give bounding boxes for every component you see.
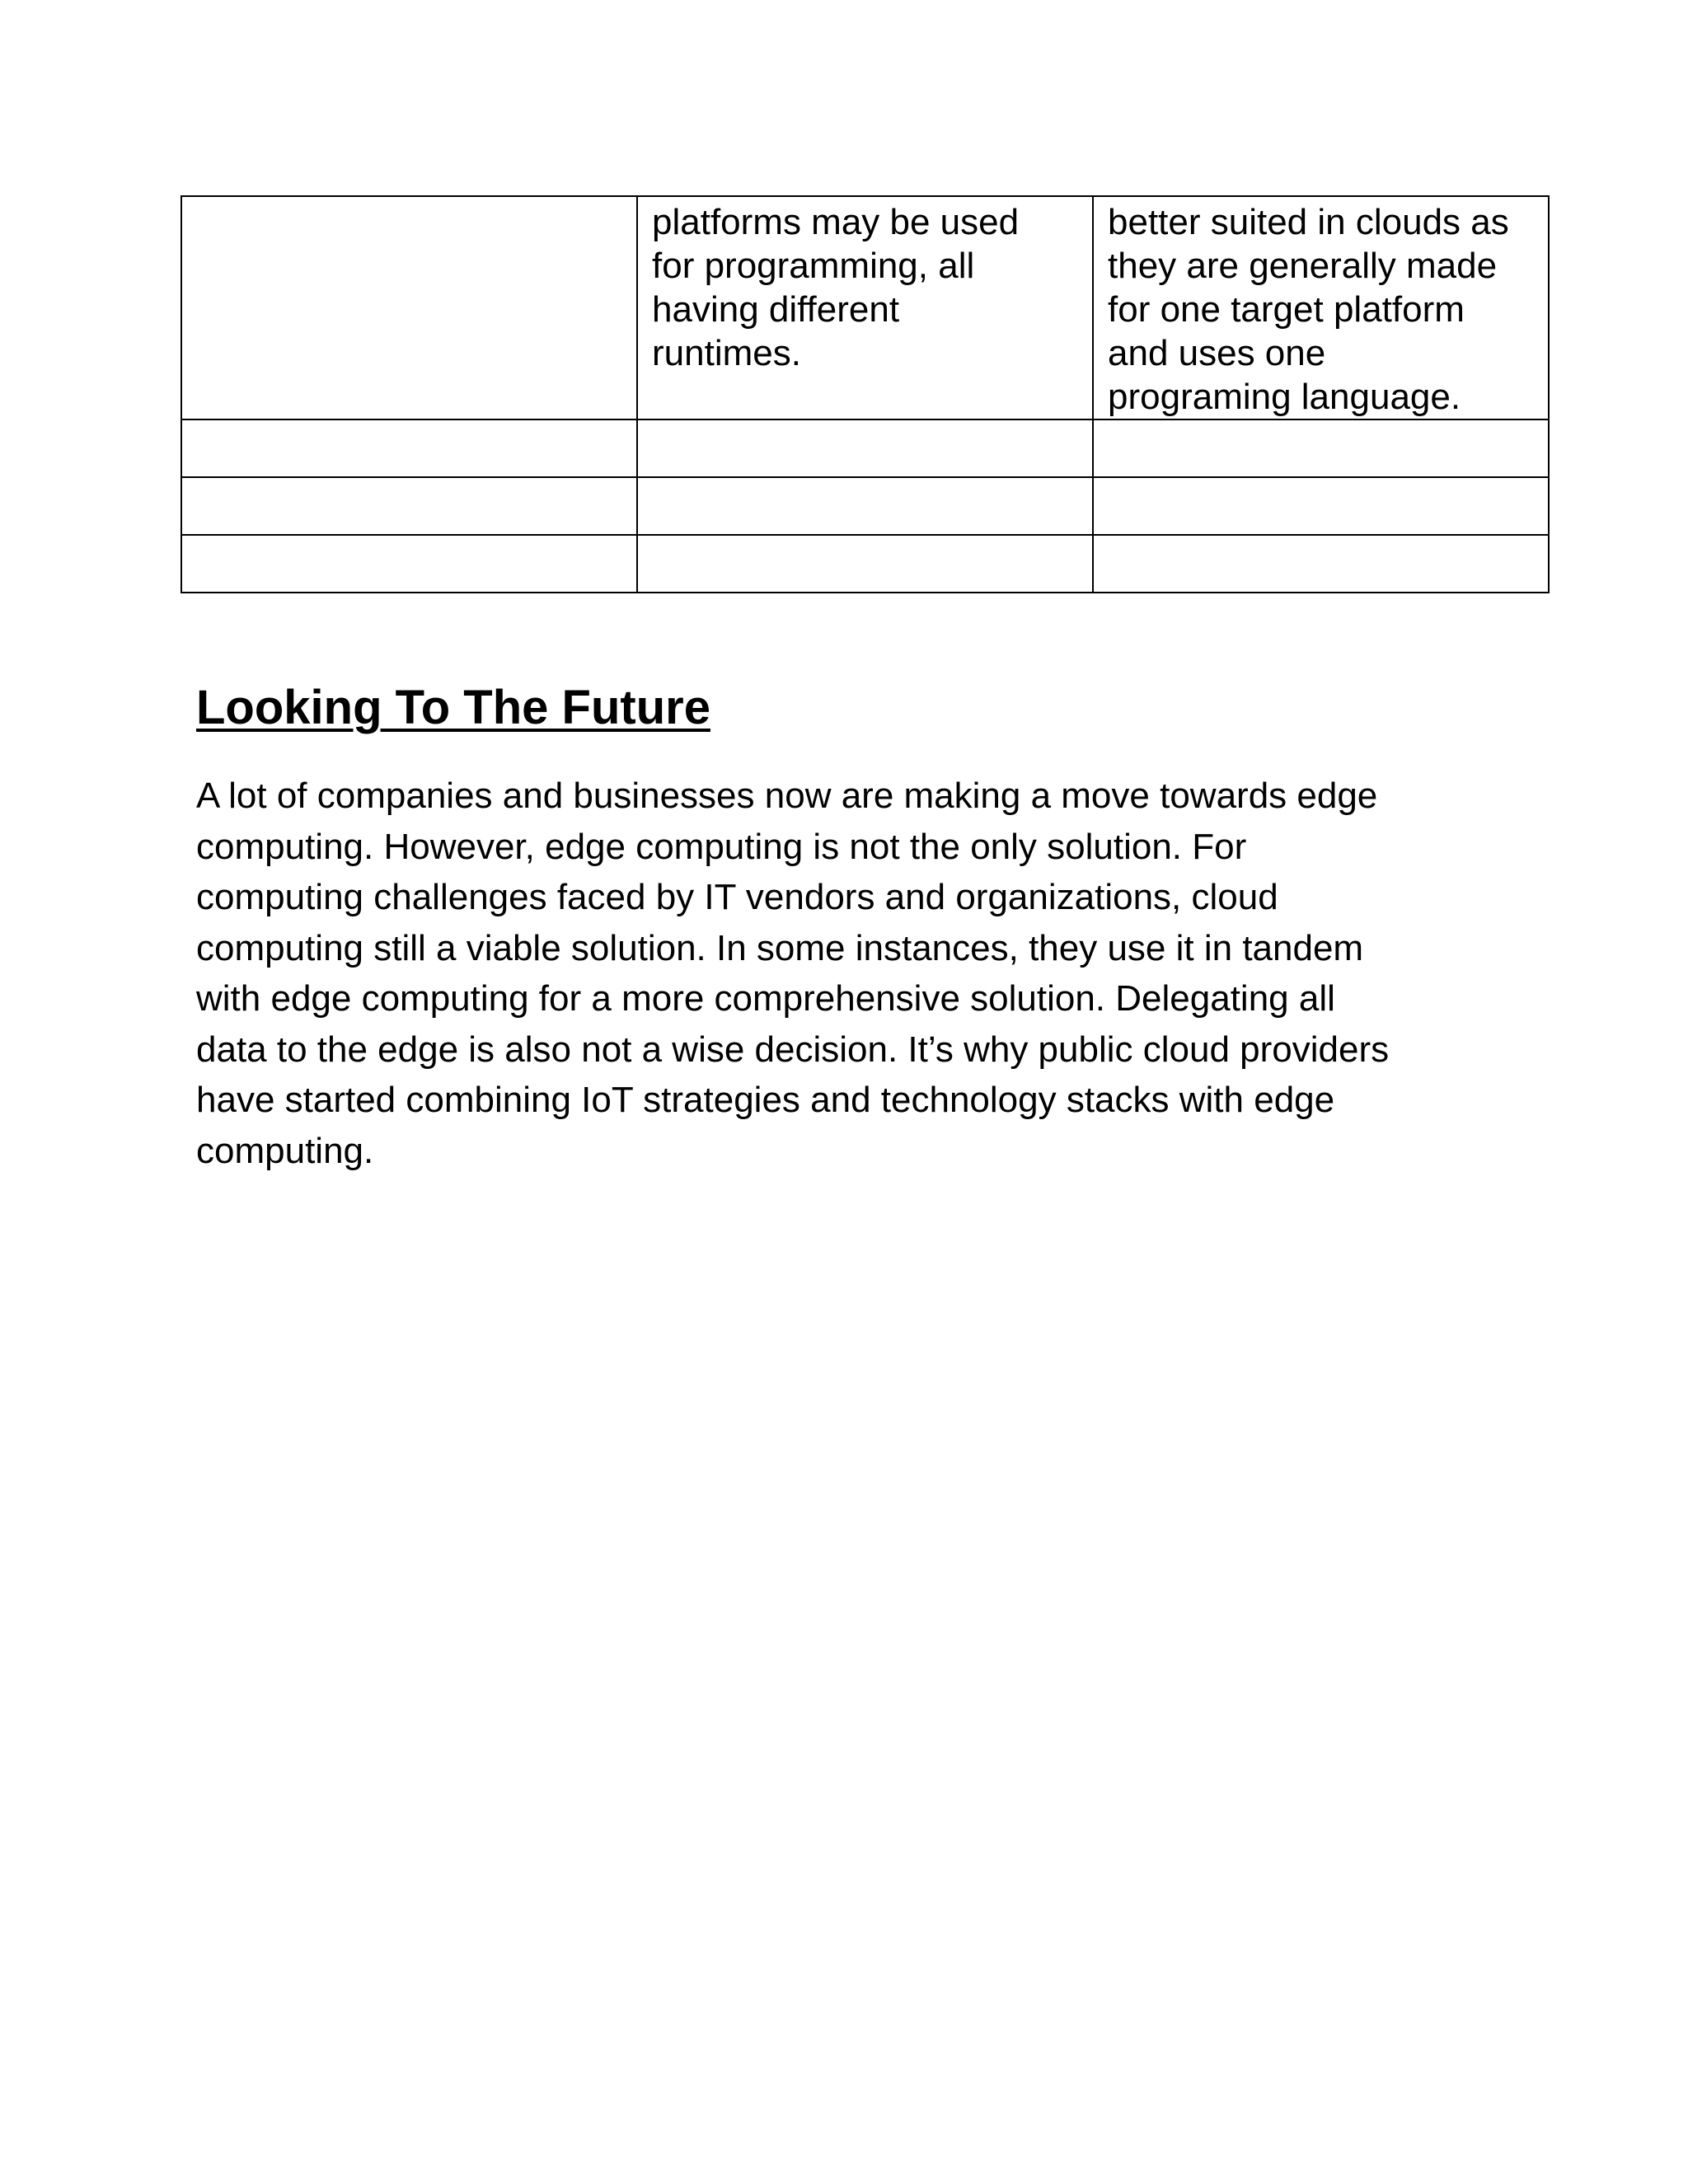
table-cell [181, 196, 637, 419]
table-cell [1093, 535, 1549, 593]
table-cell [1093, 419, 1549, 477]
table-row [181, 477, 1549, 535]
table-cell [1093, 477, 1549, 535]
table-row [181, 196, 1549, 419]
table-cell [181, 419, 637, 477]
table-cell [181, 535, 637, 593]
table-cell [637, 196, 1093, 419]
table-cell [637, 419, 1093, 477]
section-heading: Looking To The Future [196, 681, 710, 734]
table-cell [1093, 196, 1549, 419]
cell-text: platforms may be used for programming, all having different runtimes. [652, 202, 1020, 373]
body-paragraph: A lot of companies and businesses now are making a move towards edge computing. However, edge computing is not the only solution. For computing challenges faced by IT vendors and organizations, cloud computing still a viable solution. In some instances, they use it in tandem with edge computing for a more comprehensive solution. Delegating all data to the edge is also not a wise decision. It’s why public cloud providers have started combining IoT strategies and technology stacks with edge computing. [196, 776, 1390, 1171]
table-cell [181, 477, 637, 535]
table-cell [637, 477, 1093, 535]
table-row [181, 419, 1549, 477]
comparison-table [181, 195, 1550, 593]
table-row [181, 535, 1549, 593]
cell-text: better suited in clouds as they are generally made for one target platform and uses one programing language. [1108, 202, 1509, 417]
table-cell [637, 535, 1093, 593]
